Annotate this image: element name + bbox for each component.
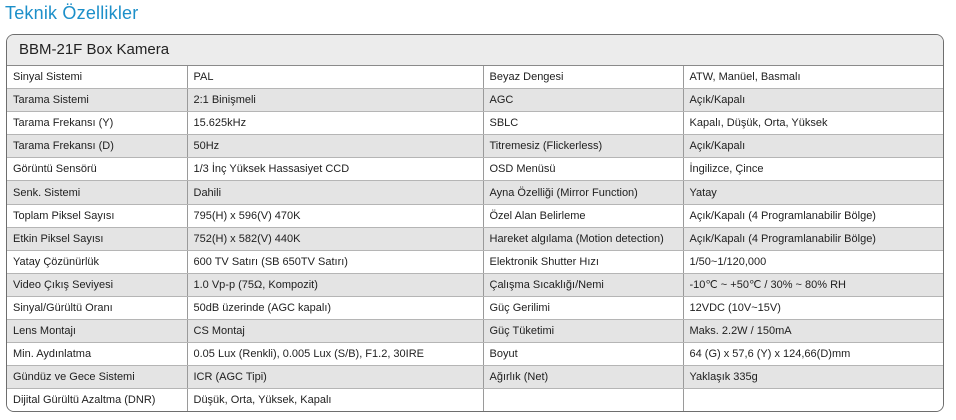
table-row [7, 250, 943, 273]
card-title: BBM-21F Box Kamera [7, 35, 943, 66]
spec-label: Toplam Piksel Sayısı [7, 204, 187, 227]
spec-label: Ayna Özelliği (Mirror Function) [483, 181, 683, 204]
spec-label: Etkin Piksel Sayısı [7, 227, 187, 250]
spec-label: Video Çıkış Seviyesi [7, 273, 187, 296]
spec-value: -10℃ ~ +50℃ / 30% ~ 80% RH [683, 273, 943, 296]
table-row [7, 158, 943, 181]
spec-value: Dahili [187, 181, 483, 204]
spec-value: 50dB üzerinde (AGC kapalı) [187, 296, 483, 319]
spec-value: 0.05 Lux (Renkli), 0.005 Lux (S/B), F1.2, 30IRE [187, 343, 483, 366]
spec-table-body [7, 66, 943, 411]
spec-value: CS Montaj [187, 320, 483, 343]
spec-label: Güç Gerilimi [483, 296, 683, 319]
spec-label: Beyaz Dengesi [483, 66, 683, 89]
spec-label: AGC [483, 89, 683, 112]
spec-label: Sinyal/Gürültü Oranı [7, 296, 187, 319]
spec-value: Açık/Kapalı (4 Programlanabilir Bölge) [683, 227, 943, 250]
spec-value: Kapalı, Düşük, Orta, Yüksek [683, 112, 943, 135]
spec-value: 12VDC (10V~15V) [683, 296, 943, 319]
spec-value: 2:1 Binişmeli [187, 89, 483, 112]
spec-value: PAL [187, 66, 483, 89]
table-row [7, 320, 943, 343]
spec-value: Açık/Kapalı [683, 89, 943, 112]
spec-value: 600 TV Satırı (SB 650TV Satırı) [187, 250, 483, 273]
table-row [7, 343, 943, 366]
spec-value: ICR (AGC Tipi) [187, 366, 483, 389]
spec-value: Yatay [683, 181, 943, 204]
spec-label: Yatay Çözünürlük [7, 250, 187, 273]
spec-value: Yaklaşık 335g [683, 366, 943, 389]
spec-label: Ağırlık (Net) [483, 366, 683, 389]
spec-label: OSD Menüsü [483, 158, 683, 181]
table-row [7, 181, 943, 204]
spec-label: SBLC [483, 112, 683, 135]
table-row [7, 112, 943, 135]
spec-label: Tarama Frekansı (D) [7, 135, 187, 158]
spec-label: Lens Montajı [7, 320, 187, 343]
spec-value: Maks. 2.2W / 150mA [683, 320, 943, 343]
spec-value: İngilizce, Çince [683, 158, 943, 181]
spec-label: Gündüz ve Gece Sistemi [7, 366, 187, 389]
spec-value: Düşük, Orta, Yüksek, Kapalı [187, 389, 483, 412]
table-row [7, 273, 943, 296]
spec-value: 1.0 Vp-p (75Ω, Kompozit) [187, 273, 483, 296]
spec-label: Tarama Frekansı (Y) [7, 112, 187, 135]
table-row [7, 366, 943, 389]
spec-value: Açık/Kapalı (4 Programlanabilir Bölge) [683, 204, 943, 227]
spec-value: 64 (G) x 57,6 (Y) x 124,66(D)mm [683, 343, 943, 366]
spec-label: Tarama Sistemi [7, 89, 187, 112]
spec-label: Senk. Sistemi [7, 181, 187, 204]
table-row [7, 227, 943, 250]
spec-label: Güç Tüketimi [483, 320, 683, 343]
spec-label: Dijital Gürültü Azaltma (DNR) [7, 389, 187, 412]
table-row [7, 204, 943, 227]
spec-value: Açık/Kapalı [683, 135, 943, 158]
spec-label: Min. Aydınlatma [7, 343, 187, 366]
table-row [7, 66, 943, 89]
spec-value: 752(H) x 582(V) 440K [187, 227, 483, 250]
spec-value [683, 389, 943, 412]
spec-card [6, 34, 944, 412]
spec-label: Hareket algılama (Motion detection) [483, 227, 683, 250]
table-row [7, 389, 943, 412]
spec-label: Elektronik Shutter Hızı [483, 250, 683, 273]
spec-label: Özel Alan Belirleme [483, 204, 683, 227]
table-row [7, 296, 943, 319]
spec-value: 1/3 İnç Yüksek Hassasiyet CCD [187, 158, 483, 181]
spec-value: ATW, Manüel, Basmalı [683, 66, 943, 89]
spec-value: 15.625kHz [187, 112, 483, 135]
spec-value: 795(H) x 596(V) 470K [187, 204, 483, 227]
table-row [7, 89, 943, 112]
spec-value: 1/50~1/120,000 [683, 250, 943, 273]
spec-label: Boyut [483, 343, 683, 366]
spec-label: Çalışma Sıcaklığı/Nemi [483, 273, 683, 296]
spec-value: 50Hz [187, 135, 483, 158]
spec-label [483, 389, 683, 412]
spec-label: Görüntü Sensörü [7, 158, 187, 181]
spec-table [7, 66, 943, 411]
page-title: Teknik Özellikler [5, 3, 139, 23]
spec-label: Titremesiz (Flickerless) [483, 135, 683, 158]
spec-label: Sinyal Sistemi [7, 66, 187, 89]
table-row [7, 135, 943, 158]
